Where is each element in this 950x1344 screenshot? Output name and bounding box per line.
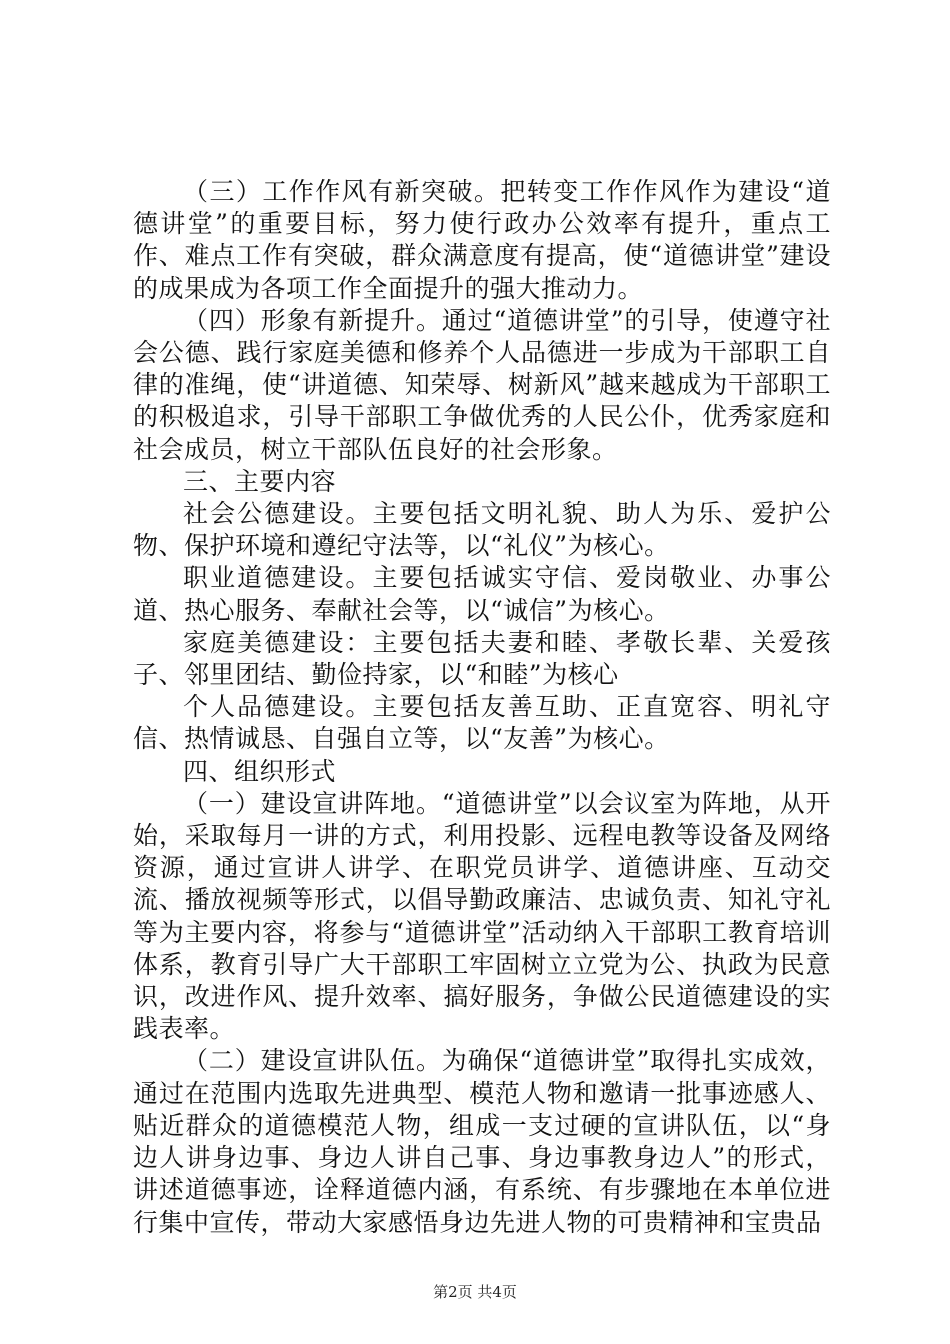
paragraph-family-virtue: 家庭美德建设：主要包括夫妻和睦、孝敬长辈、关爱孩子、邻里团结、勤俭持家，以“和睦”为核心 [133,627,831,690]
paragraph-professional-ethics: 职业道德建设。主要包括诚实守信、爱岗敬业、办事公道、热心服务、奉献社会等，以“诚信”为核心。 [133,563,831,625]
paragraph-image: （四）形象有新提升。通过“道德讲堂”的引导，使遵守社会公德、践行家庭美德和修养个人品德进一步成为干部职工自律的准绳，使“讲道德、知荣辱、树新风”越来越成为干部职工的积极追求，引导干部职工争做优秀的人民公仆，优秀家庭和社会成员，树立干部队伍良好的社会形象。 [133,305,831,464]
section-heading-main-content: 三、主要内容 [183,466,337,496]
paragraph-work-style: （三）工作作风有新突破。把转变工作作风作为建设“道德讲堂”的重要目标，努力使行政办公效率有提升，重点工作、难点工作有突破，群众满意度有提高，使“道德讲堂”建设的成果成为各项工作全面提升的强大推动力。 [133,177,831,303]
paragraph-personal-morality: 个人品德建设。主要包括友善互助、正直宽容、明礼守信、热情诚恳、自强自立等，以“友善”为核心。 [133,692,831,754]
paragraph-lecture-team: （二）建设宣讲队伍。为确保“道德讲堂”取得扎实成效，通过在范围内选取先进典型、模范人物和邀请一批事迹感人、贴近群众的道德模范人物，组成一支过硬的宣讲队伍，以“身边人讲身边事、身边人讲自己事、身边事教身边人”的形式，讲述道德事迹，诠释道德内涵，有系统、有步骤地在本单位进行集中宣传，带动大家感悟身边先进人物的可贵精神和宝贵品 [133,1046,831,1237]
document-body [133,176,831,1239]
paragraph-social-ethics: 社会公德建设。主要包括文明礼貌、助人为乐、爱护公物、保护环境和遵纪守法等，以“礼仪”为核心。 [133,499,831,561]
page-number: 第2页 共4页 [433,1283,517,1301]
paragraph-lecture-venue: （一）建设宣讲阵地。“道德讲堂”以会议室为阵地，从开始，采取每月一讲的方式，利用投影、远程电教等设备及网络资源，通过宣讲人讲学、在职党员讲学、道德讲座、互动交流、播放视频等形式，以倡导勤政廉洁、忠诚负责、知礼守礼等为主要内容，将参与“道德讲堂”活动纳入干部职工教育培训体系，教育引导广大干部职工牢固树立立党为公、执政为民意识，改进作风、提升效率、搞好服务，争做公民道德建设的实践表率。 [133,788,831,1044]
section-heading-organization: 四、组织形式 [183,756,337,786]
